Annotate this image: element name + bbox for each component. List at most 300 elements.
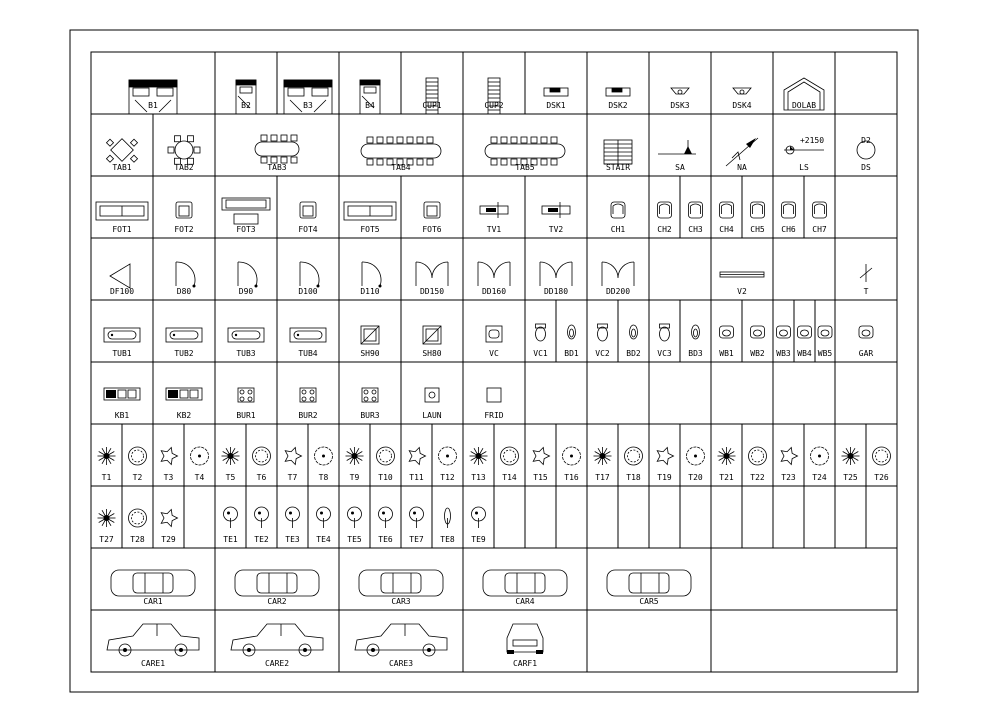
square-table-icon (106, 139, 137, 163)
block-label: TAB1 (112, 163, 132, 172)
block-cell[interactable] (277, 424, 302, 486)
block-label: WB1 (719, 349, 734, 358)
toilet-icon (536, 324, 546, 341)
block-cell[interactable] (649, 176, 672, 238)
block-label: TE9 (471, 535, 486, 544)
block-cell[interactable] (866, 424, 891, 486)
kitchen-sink-icon (166, 388, 202, 400)
block-cell[interactable] (835, 424, 860, 486)
tree-plan-icon (749, 447, 767, 465)
double-door-icon (416, 262, 448, 286)
door-swing-icon (238, 262, 258, 288)
block-cell[interactable] (463, 610, 543, 672)
tree-plan-icon (191, 447, 209, 465)
tree-plan-icon (811, 447, 829, 465)
block-cell[interactable] (711, 424, 736, 486)
block-label: T3 (163, 473, 174, 482)
block-cell[interactable] (711, 114, 758, 176)
block-cell[interactable] (587, 114, 632, 176)
tree-plan-icon (98, 509, 116, 527)
block-label: FRID (484, 411, 504, 420)
block-cell[interactable] (773, 424, 798, 486)
block-label: D100 (298, 287, 318, 296)
block-cell[interactable] (680, 424, 705, 486)
block-label: CH6 (781, 225, 796, 234)
block-cell[interactable] (153, 300, 202, 362)
tree-plan-icon (253, 447, 271, 465)
block-cell[interactable] (153, 238, 196, 300)
block-cell[interactable] (277, 238, 320, 300)
block-cell[interactable] (618, 300, 641, 362)
block-label: TAB4 (391, 163, 411, 172)
block-cell[interactable] (339, 486, 362, 548)
chair-icon (689, 202, 703, 218)
block-label: CH5 (750, 225, 765, 234)
kitchen-sink-icon (104, 388, 140, 400)
block-cell[interactable] (111, 570, 195, 606)
block-cell[interactable] (649, 424, 674, 486)
block-cell[interactable] (525, 52, 568, 114)
block-cell[interactable] (711, 176, 734, 238)
block-label: DSK3 (670, 101, 690, 110)
row-trees (91, 424, 897, 486)
washbasin-icon (798, 326, 812, 338)
door-swing-icon (110, 264, 130, 288)
block-cell[interactable] (773, 300, 791, 362)
block-label: CARF1 (512, 659, 538, 668)
block-label: CUP2 (484, 101, 504, 110)
block-cell[interactable] (835, 238, 872, 300)
block-label: T20 (688, 473, 703, 482)
tree-plan-icon (718, 447, 736, 465)
block-cell[interactable] (153, 362, 202, 424)
fridge-icon (487, 388, 501, 402)
double-door-icon (602, 262, 634, 286)
block-cell[interactable] (680, 300, 703, 362)
block-cell[interactable] (215, 362, 256, 424)
section-arrow-icon (658, 140, 696, 154)
block-label: TAB5 (515, 163, 535, 172)
block-label: TUB1 (112, 349, 132, 358)
block-cell[interactable] (587, 176, 625, 238)
block-cell[interactable] (463, 114, 565, 176)
block-label: CH7 (812, 225, 827, 234)
shower-icon (361, 326, 379, 344)
tree-plan-icon (594, 447, 612, 465)
block-label: T16 (564, 473, 579, 482)
block-label: T15 (533, 473, 548, 482)
bathtub-icon (290, 328, 326, 342)
block-cell[interactable] (339, 52, 380, 114)
block-label: T28 (130, 535, 145, 544)
block-label: DSK1 (546, 101, 566, 110)
block-label: KB1 (114, 411, 130, 420)
block-label: TE1 (223, 535, 238, 544)
block-cell[interactable] (215, 424, 240, 486)
block-cell[interactable] (525, 238, 572, 300)
block-cell[interactable] (277, 300, 326, 362)
block-label: WB4 (797, 349, 812, 358)
block-label: T14 (502, 473, 517, 482)
block-label: T1 (101, 473, 112, 482)
block-cell[interactable] (463, 238, 510, 300)
block-cell[interactable] (794, 300, 812, 362)
block-cell[interactable] (587, 52, 630, 114)
block-label: DD200 (605, 287, 631, 296)
block-cell[interactable] (110, 264, 134, 296)
bidet-icon (568, 325, 576, 339)
door-swing-icon (300, 262, 320, 288)
block-cell[interactable] (401, 424, 426, 486)
tree-plan-icon (222, 447, 240, 465)
block-label: LAUN (422, 411, 442, 420)
block-label: DOLAB (791, 101, 817, 110)
block-label: D80 (176, 287, 192, 296)
block-cell[interactable] (122, 424, 147, 486)
block-cell[interactable] (246, 424, 271, 486)
block-label: BUR2 (298, 411, 318, 420)
block-cell[interactable] (401, 238, 448, 300)
block-label: BUR1 (236, 411, 256, 420)
tree-plan-icon (161, 509, 177, 526)
block-cell[interactable] (556, 300, 579, 362)
block-cell[interactable] (556, 424, 581, 486)
block-cell[interactable] (804, 176, 827, 238)
car-plan-icon (483, 570, 567, 596)
block-cell[interactable] (649, 300, 672, 362)
sofa-icon (344, 202, 396, 220)
block-cell[interactable] (742, 176, 765, 238)
block-cell[interactable] (370, 486, 393, 548)
block-cell[interactable] (463, 486, 486, 548)
block-label: T13 (471, 473, 486, 482)
armchair-icon (424, 202, 440, 218)
block-cell[interactable] (649, 114, 696, 176)
washbasin-icon (818, 326, 832, 338)
block-cell[interactable] (815, 300, 832, 362)
block-cell[interactable] (525, 300, 548, 362)
block-grid (91, 52, 897, 672)
block-cell[interactable] (98, 509, 116, 544)
block-cell[interactable] (98, 447, 116, 482)
tree-plan-icon (687, 447, 705, 465)
bathtub-icon (104, 328, 140, 342)
block-cell[interactable] (215, 300, 264, 362)
block-label: T29 (161, 535, 176, 544)
tree-plan-icon (781, 447, 797, 464)
block-label: TUB2 (174, 349, 194, 358)
dining-table-6-icon (255, 135, 299, 163)
round-table-icon (168, 136, 200, 165)
block-label: CUP1 (422, 101, 442, 110)
block-cell[interactable] (711, 300, 734, 362)
block-label: T8 (318, 473, 329, 482)
block-cell[interactable] (835, 114, 875, 176)
block-label: T4 (194, 473, 205, 482)
washbasin-icon (720, 326, 734, 338)
block-cell[interactable] (277, 486, 300, 548)
block-cell[interactable] (401, 176, 442, 238)
block-cell[interactable] (339, 300, 380, 362)
block-label: CH2 (657, 225, 672, 234)
block-label: TE5 (347, 535, 362, 544)
block-label: NA (737, 163, 747, 172)
block-cell[interactable] (277, 362, 318, 424)
block-cell[interactable] (401, 486, 424, 548)
row-doors (91, 238, 897, 300)
block-cell[interactable] (153, 114, 200, 176)
tv-icon (480, 202, 508, 218)
tree-plan-icon (98, 447, 116, 465)
tree-elevation-icon (224, 507, 238, 528)
block-cell[interactable] (463, 300, 502, 362)
block-cell[interactable] (494, 424, 519, 486)
tv-icon (542, 202, 570, 218)
block-cell[interactable] (277, 52, 332, 114)
block-cell[interactable] (432, 486, 455, 548)
block-cell[interactable] (773, 114, 824, 176)
block-cell[interactable] (153, 424, 178, 486)
burner-icon (300, 388, 316, 402)
block-label: TUB4 (298, 349, 318, 358)
block-label: FOT4 (298, 225, 318, 234)
bathtub-icon (166, 328, 202, 342)
block-label: CARE3 (388, 659, 414, 668)
block-cell[interactable] (742, 300, 765, 362)
bathtub-icon (228, 328, 264, 342)
tree-elevation-icon (286, 507, 300, 528)
burner-icon (362, 388, 378, 402)
tree-elevation-icon (410, 507, 424, 528)
block-label: SA (675, 163, 685, 172)
block-cell[interactable] (122, 486, 147, 548)
block-cell[interactable] (184, 424, 209, 486)
block-cell[interactable] (463, 362, 504, 424)
block-cell[interactable] (742, 424, 767, 486)
block-cell[interactable] (153, 176, 194, 238)
block-cell[interactable] (104, 328, 140, 358)
block-cell[interactable] (680, 176, 703, 238)
washbasin-icon (751, 326, 765, 338)
block-label: D110 (360, 287, 380, 296)
block-cell[interactable] (215, 114, 299, 176)
block-label: T23 (781, 473, 796, 482)
tree-plan-icon (470, 447, 488, 465)
door-swing-icon (176, 262, 196, 288)
chair-icon (813, 202, 827, 218)
chair-icon (751, 202, 765, 218)
block-label: T10 (378, 473, 393, 482)
block-cell[interactable] (215, 486, 238, 548)
block-label: WB3 (776, 349, 791, 358)
desk-icon (544, 88, 568, 96)
block-label: V2 (737, 287, 747, 296)
block-label: TV1 (486, 225, 502, 234)
tree-plan-icon (657, 447, 673, 464)
block-label: T12 (440, 473, 455, 482)
block-label: T7 (287, 473, 298, 482)
block-label: FOT5 (360, 225, 380, 234)
block-label: BD3 (688, 349, 703, 358)
dining-table-10-icon (485, 137, 565, 165)
block-label: KB2 (176, 411, 192, 420)
tree-plan-icon (873, 447, 891, 465)
tree-plan-icon (129, 447, 147, 465)
block-cell[interactable] (339, 424, 364, 486)
tree-plan-icon (129, 509, 147, 527)
block-cell[interactable] (835, 300, 873, 362)
block-label: VC1 (533, 349, 548, 358)
block-cell[interactable] (277, 176, 318, 238)
block-label: B2 (241, 101, 251, 110)
block-cell[interactable] (215, 238, 258, 300)
row-cars-plan (91, 548, 897, 610)
block-label: TE6 (378, 535, 393, 544)
block-label: T19 (657, 473, 672, 482)
block-cell[interactable] (339, 610, 447, 672)
block-cell[interactable] (463, 548, 567, 610)
level-symbol-icon (784, 146, 824, 154)
desk-lamp-icon (671, 88, 689, 94)
washbasin-icon (859, 326, 873, 338)
tree-plan-icon (625, 447, 643, 465)
block-cell[interactable] (525, 176, 570, 238)
toilet-icon (598, 324, 608, 341)
block-cell[interactable] (153, 486, 178, 548)
wc-icon (486, 326, 502, 342)
block-cell[interactable] (432, 424, 457, 486)
tree-plan-icon (409, 447, 425, 464)
block-label: LS (799, 163, 809, 172)
tree-plan-icon (501, 447, 519, 465)
door-swing-icon (362, 262, 382, 288)
block-cell[interactable] (308, 486, 331, 548)
block-label: GAR (858, 349, 874, 358)
block-cell[interactable] (215, 52, 256, 114)
block-label: SH80 (422, 349, 442, 358)
block-cell[interactable] (401, 362, 442, 424)
block-label: VC3 (657, 349, 672, 358)
block-cell[interactable] (463, 52, 504, 114)
block-label: TE7 (409, 535, 424, 544)
block-cell[interactable] (339, 362, 380, 424)
washbasin-icon (777, 326, 791, 338)
block-cell[interactable] (215, 176, 270, 238)
block-label: TAB3 (267, 163, 287, 172)
block-label: CARE1 (140, 659, 166, 668)
block-cell[interactable] (463, 424, 488, 486)
block-cell[interactable] (106, 139, 137, 172)
block-label: BD2 (626, 349, 641, 358)
block-label: T27 (99, 535, 114, 544)
stair-icon (604, 140, 632, 164)
block-cell[interactable] (339, 114, 441, 176)
tree-plan-icon (842, 447, 860, 465)
tree-plan-icon (285, 447, 301, 464)
block-cell[interactable] (339, 238, 382, 300)
block-label: BD1 (564, 349, 579, 358)
block-cell[interactable] (370, 424, 395, 486)
block-cell[interactable] (587, 300, 610, 362)
block-label: B1 (148, 101, 158, 110)
block-cell[interactable] (308, 424, 333, 486)
block-value: D2 (861, 136, 871, 145)
block-cell[interactable] (587, 424, 612, 486)
chair-icon (782, 202, 796, 218)
block-cell[interactable] (215, 548, 319, 610)
block-cell[interactable] (246, 486, 269, 548)
block-cell[interactable] (804, 424, 829, 486)
armchair-icon (176, 202, 192, 218)
block-cell[interactable] (401, 52, 442, 114)
car-plan-icon (111, 570, 195, 596)
car-front-icon (507, 624, 543, 654)
block-cell[interactable] (96, 202, 148, 234)
car-side-icon (231, 624, 323, 656)
block-label: STAIR (605, 163, 631, 172)
block-label: WB5 (817, 349, 833, 358)
block-cell[interactable] (587, 548, 691, 610)
block-label: T9 (349, 473, 360, 482)
row-beds (129, 52, 835, 114)
block-cell[interactable] (463, 176, 508, 238)
block-label: CH1 (610, 225, 626, 234)
block-label: T2 (132, 473, 143, 482)
block-cell[interactable] (525, 424, 550, 486)
block-cell[interactable] (129, 80, 177, 114)
outer-frame (70, 30, 918, 692)
block-label: CAR1 (143, 597, 163, 606)
block-cell[interactable] (339, 176, 396, 238)
tree-elevation-icon (348, 507, 362, 528)
block-label: DS (861, 163, 871, 172)
tree-plan-icon (377, 447, 395, 465)
block-label: T17 (595, 473, 610, 482)
block-cell[interactable] (773, 176, 796, 238)
chair-icon (658, 202, 672, 218)
tree-elevation-icon (379, 507, 393, 528)
block-label: TE4 (316, 535, 331, 544)
armchair-icon (300, 202, 316, 218)
block-cell[interactable] (339, 548, 443, 610)
block-cell[interactable] (711, 52, 752, 114)
tree-plan-icon (563, 447, 581, 465)
block-cell[interactable] (215, 610, 323, 672)
section-tick-icon (860, 264, 872, 282)
block-label: TE2 (254, 535, 269, 544)
block-label: TE3 (285, 535, 300, 544)
block-cell[interactable] (773, 52, 824, 114)
block-cell[interactable] (104, 388, 140, 420)
block-label: T22 (750, 473, 765, 482)
car-side-icon (107, 624, 199, 656)
block-label: B4 (365, 101, 375, 110)
block-cell[interactable] (401, 300, 442, 362)
block-cell[interactable] (711, 238, 764, 300)
block-cell[interactable] (649, 52, 690, 114)
block-label: BUR3 (360, 411, 380, 420)
row-bath (91, 300, 897, 362)
tree-plan-icon (161, 447, 177, 464)
block-label: DF100 (109, 287, 135, 296)
block-cell[interactable] (587, 238, 634, 300)
block-label: TV2 (548, 225, 564, 234)
block-label: T25 (843, 473, 858, 482)
block-cell[interactable] (107, 624, 199, 668)
row-cars-elevation (91, 610, 897, 672)
row-seating (91, 176, 897, 238)
block-cell[interactable] (618, 424, 643, 486)
